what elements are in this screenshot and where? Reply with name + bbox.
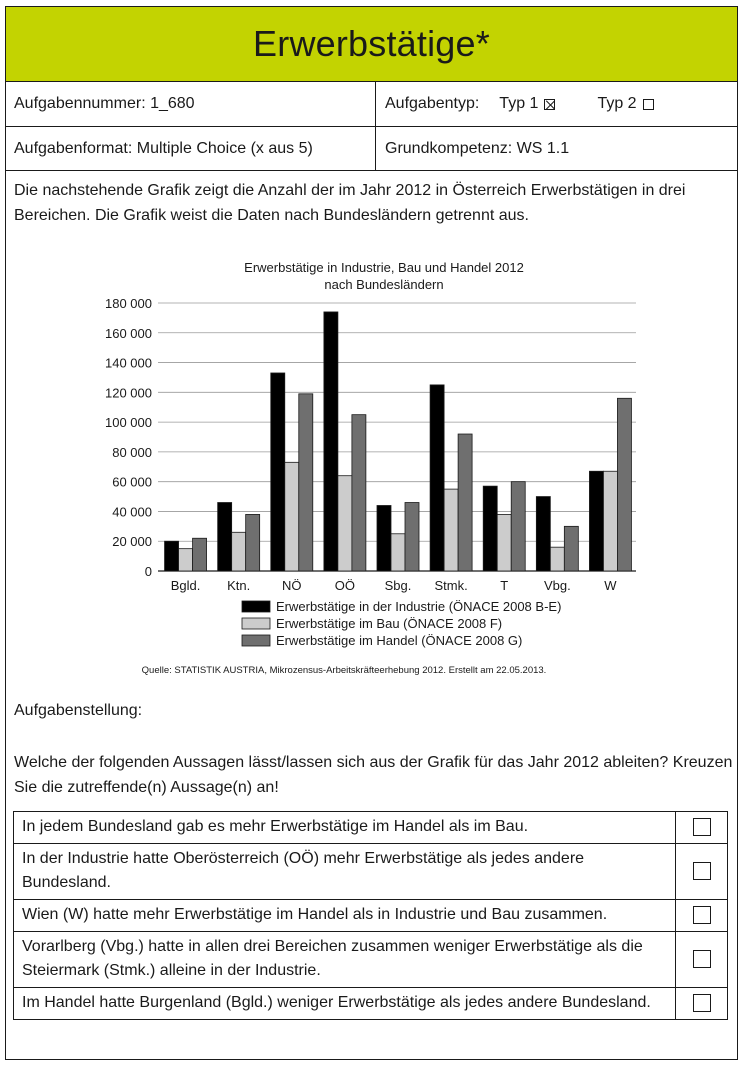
bar-bau-6 — [497, 514, 511, 571]
bar-handel-2 — [299, 394, 313, 571]
bar-handel-8 — [617, 398, 631, 571]
bar-handel-5 — [458, 434, 472, 571]
bar-bau-4 — [391, 534, 405, 571]
chart-source: Quelle: STATISTIK AUSTRIA, Mikrozensus-Arbeitskräfteerhebung 2012. Erstellt am 22.05.2013. — [141, 665, 547, 676]
answer-cell[interactable] — [676, 988, 728, 1020]
answer-cell[interactable] — [676, 812, 728, 844]
bar-industrie-4 — [377, 505, 391, 571]
answer-table — [13, 811, 728, 1020]
type2-option — [597, 95, 653, 113]
type1-checked-box-icon — [544, 99, 555, 110]
y-tick-label: 100 000 — [105, 415, 152, 431]
y-tick-label: 20 000 — [112, 534, 152, 550]
statement-text: Im Handel hatte Burgenland (Bgld.) weniger Erwerbstätige als jedes andere Bundesland. — [14, 988, 676, 1020]
bar-industrie-8 — [589, 471, 603, 571]
task-format: Aufgabenformat: Multiple Choice (x aus 5) — [6, 127, 376, 170]
answer-checkbox[interactable] — [693, 994, 711, 1012]
bar-bau-7 — [550, 547, 564, 571]
y-tick-label: 180 000 — [105, 296, 152, 311]
bar-bau-5 — [444, 489, 458, 571]
meta-row-format-competence — [6, 127, 737, 171]
bar-handel-3 — [352, 415, 366, 571]
answer-row — [14, 900, 728, 932]
bar-bau-0 — [179, 549, 193, 571]
x-tick-label: Stmk. — [434, 578, 468, 593]
question-text: Welche der folgenden Aussagen lässt/lassen sich aus der Grafik für das Jahr 2012 ableiten? Kreuzen Sie die zutreffende(n) Aussage(n) an! — [14, 754, 733, 796]
y-tick-label: 140 000 — [105, 355, 152, 371]
bar-industrie-2 — [271, 373, 285, 571]
answer-cell[interactable] — [676, 900, 728, 932]
legend-label: Erwerbstätige in der Industrie (ÖNACE 2008 B-E) — [276, 599, 562, 614]
type1-option — [499, 95, 555, 113]
task-card — [5, 6, 738, 1060]
chart-subtitle: nach Bundesländern — [324, 277, 444, 292]
bar-bau-2 — [285, 462, 299, 571]
bar-industrie-6 — [483, 486, 497, 571]
x-tick-label: T — [500, 578, 509, 593]
chart-area — [6, 247, 739, 677]
bar-handel-1 — [246, 514, 260, 571]
competence: Grundkompetenz: WS 1.1 — [385, 139, 570, 157]
legend-swatch — [242, 635, 270, 646]
x-tick-label: W — [604, 578, 617, 593]
bar-handel-0 — [193, 538, 207, 571]
x-tick-label: Sbg. — [384, 578, 412, 593]
y-tick-label: 60 000 — [112, 474, 152, 490]
task-title: Erwerbstätige* — [6, 7, 737, 82]
x-tick-label: Bgld. — [170, 578, 201, 593]
bar-bau-1 — [232, 532, 246, 571]
bar-handel-4 — [405, 503, 419, 571]
answer-row — [14, 988, 728, 1020]
bar-industrie-1 — [218, 503, 232, 571]
legend-label: Erwerbstätige im Bau (ÖNACE 2008 F) — [276, 616, 503, 631]
statement-text: Vorarlberg (Vbg.) hatte in allen drei Bereichen zusammen weniger Erwerbstätige als die Steiermark (Stmk.) alleine in der Industrie. — [14, 932, 676, 988]
answer-row — [14, 844, 728, 900]
task-type-label: Aufgabentyp: — [385, 95, 480, 112]
type2-empty-box-icon — [643, 99, 654, 110]
answer-cell[interactable] — [676, 932, 728, 988]
bar-industrie-5 — [430, 385, 444, 571]
answer-checkbox[interactable] — [693, 818, 711, 836]
y-tick-label: 120 000 — [105, 385, 152, 401]
chart-title: Erwerbstätige in Industrie, Bau und Handel 2012 — [244, 260, 524, 275]
y-tick-label: 80 000 — [112, 444, 152, 460]
bar-handel-6 — [511, 482, 525, 571]
bar-chart — [6, 247, 739, 677]
x-tick-label: NÖ — [282, 578, 302, 593]
bar-bau-3 — [338, 476, 352, 571]
statement-text: In jedem Bundesland gab es mehr Erwerbstätige im Handel als im Bau. — [14, 812, 676, 844]
y-tick-label: 0 — [144, 564, 152, 579]
task-heading: Aufgabenstellung: — [14, 702, 143, 719]
x-tick-label: Vbg. — [543, 578, 571, 593]
task-number: Aufgabennummer: 1_680 — [6, 82, 376, 126]
bar-bau-8 — [603, 471, 617, 571]
answer-row — [14, 932, 728, 988]
legend-label: Erwerbstätige im Handel (ÖNACE 2008 G) — [276, 633, 523, 648]
answer-checkbox[interactable] — [693, 950, 711, 968]
task-type — [376, 82, 737, 126]
type2-label: Typ 2 — [597, 95, 637, 112]
bar-industrie-7 — [536, 497, 550, 571]
bar-handel-7 — [564, 526, 578, 571]
y-tick-label: 160 000 — [105, 325, 152, 341]
answer-checkbox[interactable] — [693, 906, 711, 924]
type1-label: Typ 1 — [499, 95, 539, 112]
meta-row-number-type — [6, 82, 737, 127]
legend-swatch — [242, 601, 270, 612]
answer-checkbox[interactable] — [693, 862, 711, 880]
y-tick-label: 40 000 — [112, 504, 152, 520]
x-tick-label: OÖ — [334, 578, 356, 593]
intro-text: Die nachstehende Grafik zeigt die Anzahl der im Jahr 2012 in Österreich Erwerbstätigen in drei Bereichen. Die Grafik weist die Daten nach Bundesländern getrennt aus. — [14, 182, 686, 224]
statement-text: Wien (W) hatte mehr Erwerbstätige im Handel als in Industrie und Bau zusammen. — [14, 900, 676, 932]
answer-cell[interactable] — [676, 844, 728, 900]
legend-swatch — [242, 618, 270, 629]
bar-industrie-0 — [165, 541, 179, 571]
x-tick-label: Ktn. — [227, 578, 251, 593]
statement-text: In der Industrie hatte Oberösterreich (OÖ) mehr Erwerbstätige als jedes andere Bundesland. — [14, 844, 676, 900]
bar-industrie-3 — [324, 312, 338, 571]
answer-row — [14, 812, 728, 844]
